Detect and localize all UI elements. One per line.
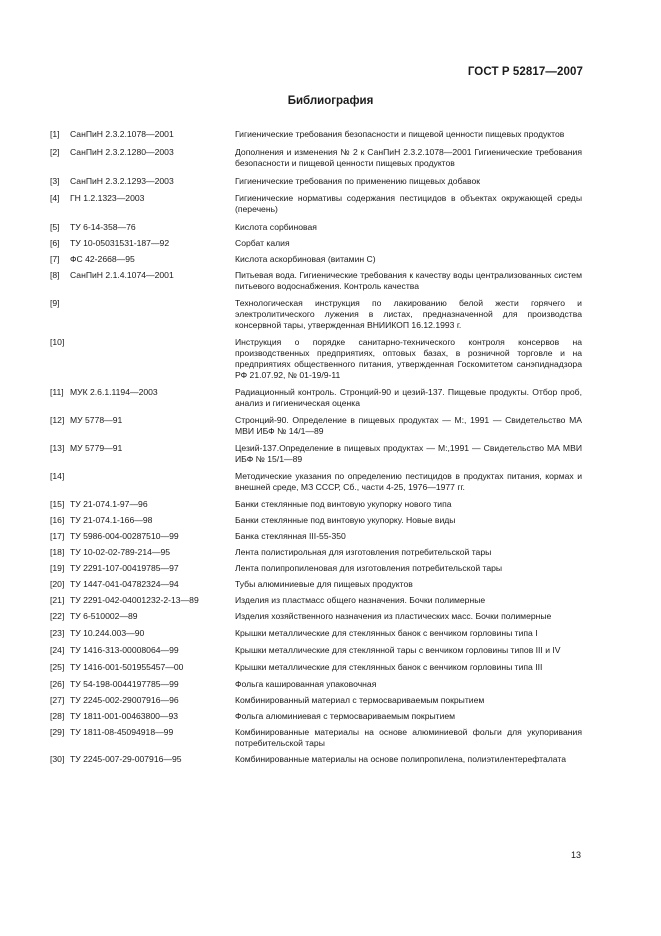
entry-number: [25] <box>50 662 65 672</box>
entry-description: Изделия хозяйственного назначения из пластических масс. Бочки полимерные <box>235 611 552 621</box>
entry-document-code: СанПиН 2.3.2.1280—2003 <box>70 147 174 157</box>
entry-document-code: ТУ 21-074.1-97—96 <box>70 499 148 509</box>
entry-number: [22] <box>50 611 65 621</box>
entry-document-code: ТУ 1416-001-501955457—00 <box>70 662 184 672</box>
entry-description: Дополнения и изменения № 2 к СанПиН 2.3.2.1078—2001 Гигиенические требования безопасности и пищевой ценности пищевых продуктов <box>235 147 582 168</box>
entry-number: [15] <box>50 499 65 509</box>
entry-document-code: ТУ 1811-001-00463800—93 <box>70 711 179 721</box>
entry-description: Фольга алюминиевая с термосвариваемым покрытием <box>235 711 456 721</box>
bibliography-entry <box>50 387 582 409</box>
page-title: Библиография <box>287 95 374 107</box>
entry-description: Стронций-90. Определение в пищевых продуктах — М:, 1991 — Свидетельство МА МВИ ИБФ № 14/1—89 <box>235 415 582 436</box>
entry-description: Радиационный контроль. Стронций-90 и цезий-137. Пищевые продукты. Отбор проб, анализ и гигиеническая оценка <box>235 387 582 408</box>
entry-description: Банки стеклянные под винтовую укупорку. Новые виды <box>235 515 456 525</box>
entry-number: [7] <box>50 254 60 264</box>
entry-document-code: ТУ 1447-041-04782324—94 <box>70 579 179 589</box>
entry-number: [24] <box>50 645 65 655</box>
entry-number: [16] <box>50 515 65 525</box>
entry-description: Крышки металлические для стеклянной тары с венчиком горловины типов III и IV <box>235 645 561 655</box>
entry-document-code: ТУ 10-05031531-187—92 <box>70 238 170 248</box>
entry-document-code: ТУ 10-02-02-789-214—95 <box>70 547 171 557</box>
bibliography-entry <box>50 563 582 574</box>
entry-description: Крышки металлические для стеклянных банок с венчиком горловины типа I <box>235 628 538 638</box>
entry-description: Тубы алюминиевые для пищевых продуктов <box>235 579 413 589</box>
entry-number: [14] <box>50 471 65 481</box>
entry-number: [11] <box>50 387 64 397</box>
bibliography-entry <box>50 547 582 558</box>
bibliography-entry <box>50 579 582 590</box>
entry-number: [19] <box>50 563 65 573</box>
entry-document-code: ГН 1.2.1323—2003 <box>70 193 145 203</box>
entry-description: Цезий-137.Определение в пищевых продуктах — М:,1991 — Свидетельство МА МВИ ИБФ № 15/1—89 <box>235 443 582 464</box>
bibliography-entry <box>50 238 582 249</box>
entry-description: Сорбат калия <box>235 238 290 248</box>
entry-number: [27] <box>50 695 65 705</box>
bibliography-entry <box>50 298 582 331</box>
entry-number: [26] <box>50 679 65 689</box>
entry-description: Методические указания по определению пестицидов в продуктах питания, кормах и внешней среде, МЗ СССР, Сб., части 4-25, 1976—1977 гг. <box>235 471 582 492</box>
entry-number: [2] <box>50 147 60 157</box>
page-number: 13 <box>570 850 581 860</box>
entry-description: Изделия из пластмасс общего назначения. Бочки полимерные <box>235 595 486 605</box>
entry-document-code: СанПиН 2.1.4.1074—2001 <box>70 270 174 280</box>
entry-document-code: ТУ 1416-313-00008064—99 <box>70 645 179 655</box>
entry-number: [3] <box>50 176 60 186</box>
entry-description: Гигиенические требования по применению пищевых добавок <box>235 176 481 186</box>
entry-document-code: МУ 5778—91 <box>70 415 123 425</box>
entry-document-code: МУ 5779—91 <box>70 443 123 453</box>
bibliography-entry <box>50 754 582 765</box>
entry-document-code: ТУ 6-510002—89 <box>70 611 138 621</box>
bibliography-entry <box>50 662 582 673</box>
entry-document-code: СанПиН 2.3.2.1293—2003 <box>70 176 174 186</box>
entry-number: [28] <box>50 711 65 721</box>
bibliography-entry <box>50 711 582 722</box>
bibliography-entry <box>50 415 582 437</box>
entry-number: [12] <box>50 415 65 425</box>
entry-document-code: ТУ 5986-004-00287510—99 <box>70 531 179 541</box>
bibliography-entry <box>50 727 582 749</box>
entry-description: Инструкция о порядке санитарно-технического контроля консервов на производственных предприятиях, оптовых базах, в розничной торговле и на предприятиях общественного питания, утвержденная Госкомитетом санэпиднадзора РФ 21.07.92, № 01-19/9-11 <box>235 337 582 380</box>
entry-number: [18] <box>50 547 65 557</box>
entry-document-code: ТУ 54-198-0044197785—99 <box>70 679 179 689</box>
entry-number: [23] <box>50 628 65 638</box>
entry-description: Технологическая инструкция по лакированию белой жести горячего и электролитического лужения в листах, предназначенной для производства консервной тары, утвержденная ВНИИКОП 16.12.1993 г. <box>235 298 582 330</box>
bibliography-entry <box>50 270 582 292</box>
entry-document-code: ТУ 2245-002-29007916—96 <box>70 695 179 705</box>
entry-description: Крышки металлические для стеклянных банок с венчиком горловины типа III <box>235 662 543 672</box>
entry-document-code: ТУ 10.244.003—90 <box>70 628 145 638</box>
entry-document-code: ТУ 21-074.1-166—98 <box>70 515 153 525</box>
entry-number: [20] <box>50 579 65 589</box>
bibliography-entry <box>50 531 582 542</box>
entry-document-code: ТУ 2245-007-29-007916—95 <box>70 754 182 764</box>
bibliography-entry <box>50 254 582 265</box>
entry-description: Гигиенические требования безопасности и пищевой ценности пищевых продуктов <box>235 129 565 139</box>
bibliography-entry <box>50 471 582 493</box>
bibliography-entry <box>50 679 582 690</box>
bibliography-entry <box>50 628 582 639</box>
entry-description: Банки стеклянные под винтовую укупорку нового типа <box>235 499 452 509</box>
entry-document-code: МУК 2.6.1.1194—2003 <box>70 387 158 397</box>
entry-description: Комбинированные материалы на основе полипропилена, полиэтилентерефталата <box>235 754 566 764</box>
entry-document-code: ТУ 2291-042-04001232-2-13—89 <box>70 595 199 605</box>
entry-number: [29] <box>50 727 65 737</box>
entry-description: Лента полистирольная для изготовления потребительской тары <box>235 547 492 557</box>
bibliography-entry <box>50 611 582 622</box>
entry-number: [9] <box>50 298 60 308</box>
entry-number: [17] <box>50 531 65 541</box>
entry-document-code: СанПиН 2.3.2.1078—2001 <box>70 129 174 139</box>
entry-description: Комбинированные материалы на основе алюминиевой фольги для укупоривания потребительской тары <box>235 727 582 748</box>
bibliography-entry <box>50 595 582 606</box>
entry-number: [6] <box>50 238 60 248</box>
entry-number: [30] <box>50 754 65 764</box>
bibliography-list <box>50 129 582 765</box>
entry-description: Кислота сорбиновая <box>235 222 317 232</box>
entry-number: [4] <box>50 193 60 203</box>
entry-number: [13] <box>50 443 65 453</box>
bibliography-entry <box>50 443 582 465</box>
entry-document-code: ТУ 1811-08-45094918—99 <box>70 727 174 737</box>
entry-document-code: ТУ 6-14-358—76 <box>70 222 136 232</box>
bibliography-entry <box>50 515 582 526</box>
bibliography-entry <box>50 193 582 215</box>
bibliography-entry <box>50 645 582 656</box>
bibliography-entry <box>50 147 582 169</box>
entry-number: [1] <box>50 129 60 139</box>
standard-header: ГОСТ Р 52817—2007 <box>467 66 583 78</box>
entry-number: [8] <box>50 270 60 280</box>
bibliography-entry <box>50 222 582 233</box>
bibliography-entry <box>50 695 582 706</box>
entry-number: [5] <box>50 222 60 232</box>
bibliography-entry <box>50 337 582 381</box>
entry-document-code: ТУ 2291-107-00419785—97 <box>70 563 179 573</box>
bibliography-entry <box>50 499 582 510</box>
entry-number: [10] <box>50 337 65 347</box>
entry-description: Банка стеклянная III-55-350 <box>235 531 346 541</box>
entry-description: Гигиенические нормативы содержания пестицидов в объектах окружающей среды (перечень) <box>235 193 582 214</box>
entry-description: Комбинированный материал с термосвариваемым покрытием <box>235 695 485 705</box>
entry-number: [21] <box>50 595 65 605</box>
entry-description: Лента полипропиленовая для изготовления потребительской тары <box>235 563 503 573</box>
entry-description: Питьевая вода. Гигиенические требования к качеству воды централизованных систем питьевого водоснабжения. Контроль качества <box>235 270 582 291</box>
entry-description: Фольга кашированная упаковочная <box>235 679 377 689</box>
entry-description: Кислота аскорбиновая (витамин С) <box>235 254 376 264</box>
bibliography-entry <box>50 129 582 140</box>
bibliography-entry <box>50 176 582 187</box>
entry-document-code: ФС 42-2668—95 <box>70 254 135 264</box>
